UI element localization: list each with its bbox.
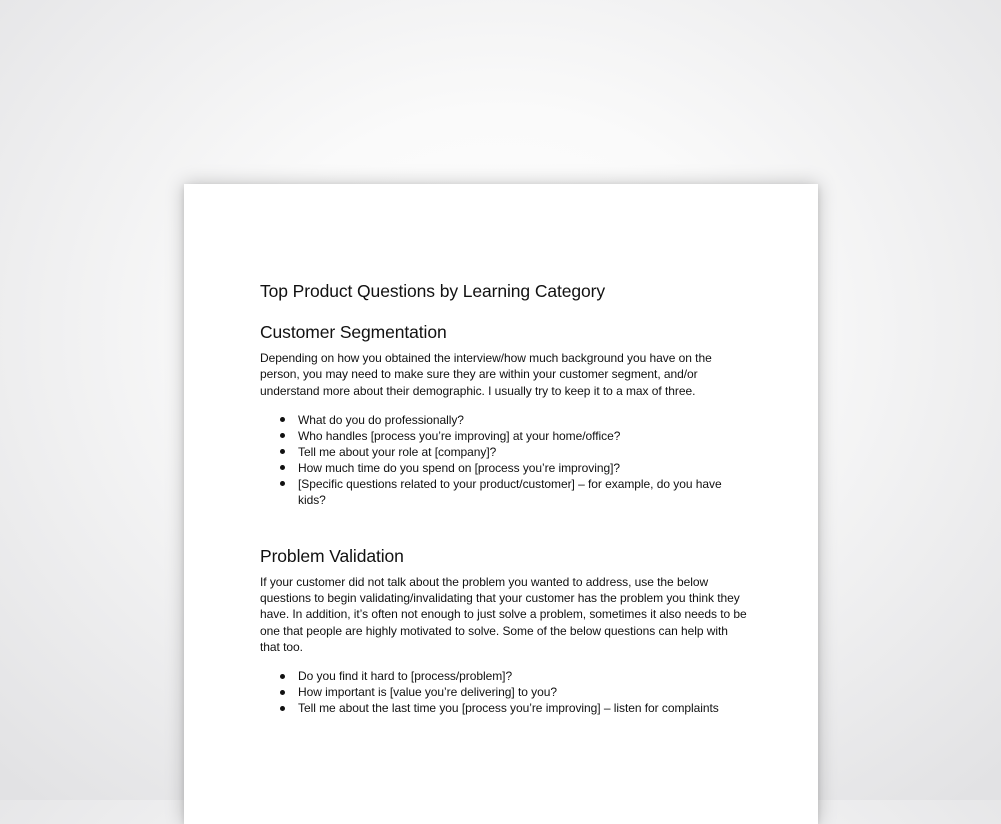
bullet-icon — [280, 417, 285, 422]
list-item — [260, 428, 750, 444]
list-item — [260, 444, 750, 460]
list-item — [260, 700, 750, 716]
bullet-icon — [280, 449, 285, 454]
list-item — [260, 476, 750, 508]
document-content — [260, 280, 750, 716]
list-item-text: Do you find it hard to [process/problem]? — [298, 669, 513, 684]
bullet-icon — [280, 706, 285, 711]
document-title: Top Product Questions by Learning Category — [260, 281, 606, 301]
bullet-icon — [280, 674, 285, 679]
list-item — [260, 460, 750, 476]
bullet-list-problem-validation — [260, 668, 750, 716]
section-heading-customer-segmentation: Customer Segmentation — [260, 322, 447, 342]
bullet-icon — [280, 465, 285, 470]
list-item-text: How important is [value you’re delivering] to you? — [298, 685, 557, 700]
list-item-text: Tell me about the last time you [process you’re improving] – listen for complaints — [298, 701, 719, 716]
list-item-text: [Specific questions related to your product/customer] – for example, do you have kids? — [298, 476, 722, 507]
list-item-text: What do you do professionally? — [298, 412, 464, 427]
list-item — [260, 412, 750, 428]
document-page — [184, 184, 818, 824]
bullet-icon — [280, 690, 285, 695]
list-item-text: Tell me about your role at [company]? — [298, 444, 497, 459]
bullet-icon — [280, 433, 285, 438]
bullet-icon — [280, 481, 285, 486]
section-spacer — [260, 508, 750, 545]
section-paragraph-customer-segmentation: Depending on how you obtained the interview/how much background you have on the person, you may need to make sure they are within your customer segment, and/or understand more about their demographic. I usually try to keep it to a max of three. — [260, 351, 712, 398]
list-item-text: Who handles [process you’re improving] at your home/office? — [298, 428, 621, 443]
section-paragraph-problem-validation: If your customer did not talk about the problem you wanted to address, use the below questions to begin validating/invalidating that your customer has the problem you think they have. In addition, it’s often not enough to just solve a problem, sometimes it also needs to be one that people are highly motivated to solve. Some of the below questions can help with that too. — [260, 574, 747, 655]
list-item — [260, 668, 750, 684]
bullet-list-customer-segmentation — [260, 412, 750, 508]
list-item-text: How much time do you spend on [process you’re improving]? — [298, 460, 620, 475]
section-heading-problem-validation: Problem Validation — [260, 545, 404, 566]
list-item — [260, 684, 750, 700]
